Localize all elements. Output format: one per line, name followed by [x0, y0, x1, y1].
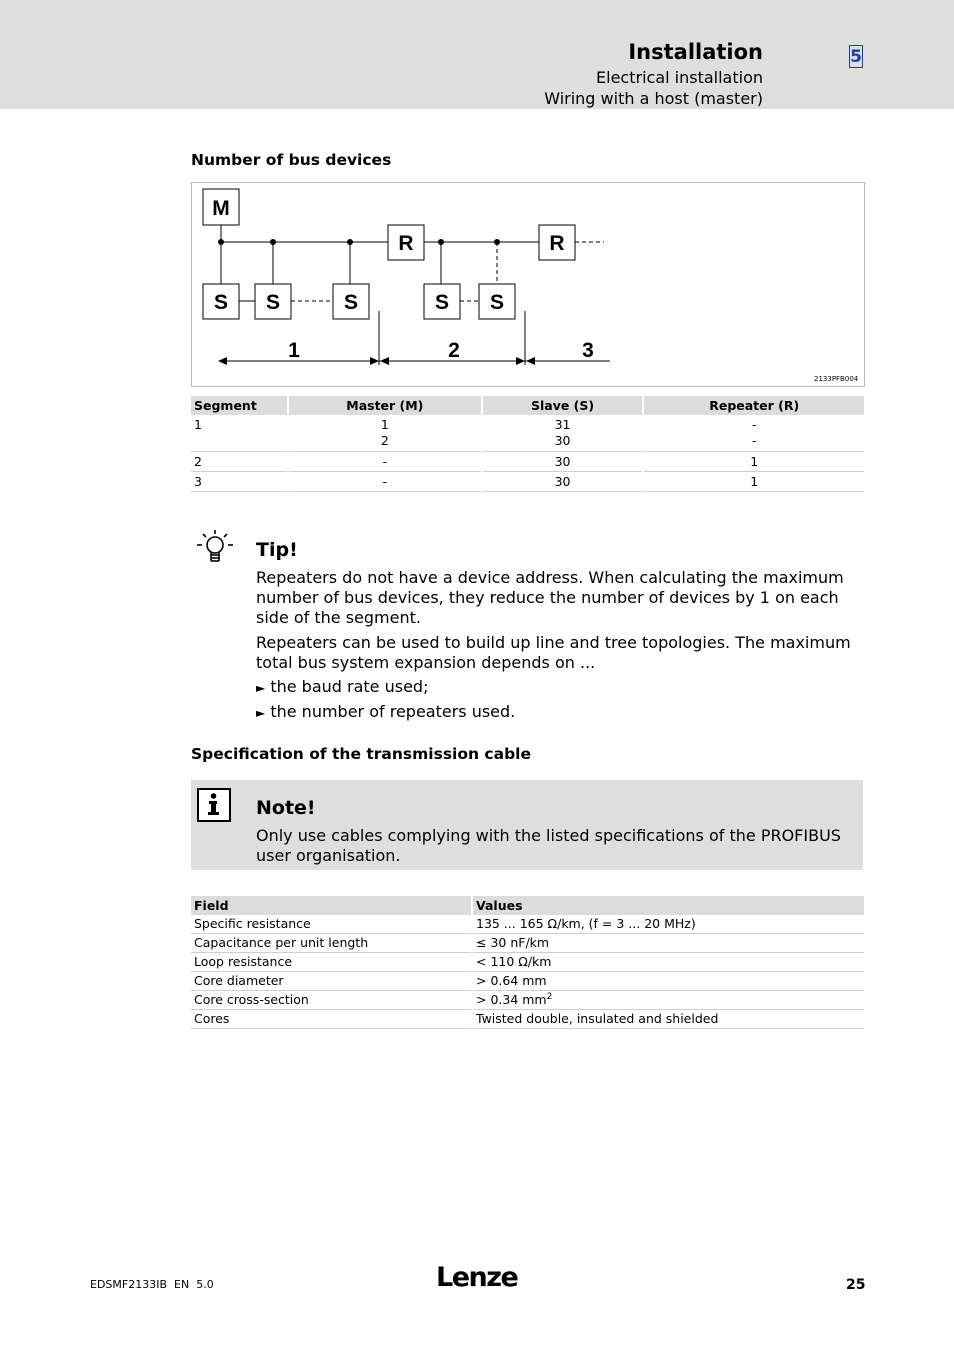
table-cell: Specific resistance — [191, 915, 472, 934]
repeater-label-2: R — [549, 232, 565, 255]
table-cell: Twisted double, insulated and shielded — [472, 1010, 864, 1029]
table-cell: 3 — [191, 472, 288, 492]
bus-topology-diagram — [191, 182, 865, 387]
table-cell: Core diameter — [191, 972, 472, 991]
table-row — [191, 1010, 864, 1029]
table-cell: 31 30 — [482, 415, 644, 452]
section-heading-bus-devices: Number of bus devices — [191, 151, 392, 169]
info-icon — [197, 788, 231, 822]
table-row — [191, 934, 864, 953]
table-row — [191, 452, 864, 472]
bullet-arrow-icon: ► — [256, 681, 266, 695]
table-cell: 135 ... 165 Ω/km, (f = 3 ... 20 MHz) — [472, 915, 864, 934]
table-row — [191, 915, 864, 934]
slave-label-1: S — [213, 291, 229, 314]
lenze-logo: Lenze — [436, 1262, 518, 1293]
col-header-slave: Slave (S) — [482, 396, 644, 415]
table-cell: Loop resistance — [191, 953, 472, 972]
slave-label-4: S — [434, 291, 450, 314]
table-cell: 1 — [643, 452, 864, 472]
table-cell: - — [288, 472, 482, 492]
tip-title: Tip! — [256, 539, 298, 561]
note-text: Only use cables complying with the listed specifications of the PROFIBUS user organisation. — [256, 826, 841, 865]
col-header-segment: Segment — [191, 396, 288, 415]
table-cell: 30 — [482, 452, 644, 472]
page-subtitle-1: Electrical installation — [596, 68, 763, 87]
table-cell: ≤ 30 nF/km — [472, 934, 864, 953]
table-header-row — [191, 396, 864, 415]
repeater-label-1: R — [398, 232, 414, 255]
table-cell: - — [288, 452, 482, 472]
table-row — [191, 991, 864, 1010]
master-label: M — [212, 197, 230, 220]
segment-label-1: 1 — [288, 339, 300, 362]
tip-paragraph-1: Repeaters do not have a device address. When calculating the maximum number of bus devices, they reduce the number of devices by 1 on each side of the segment. — [256, 568, 844, 627]
footer-doc-info: EDSMF2133IB EN 5.0 — [90, 1278, 214, 1291]
bus-devices-table — [191, 396, 864, 492]
table-row — [191, 472, 864, 492]
col-header-repeater: Repeater (R) — [643, 396, 864, 415]
note-title: Note! — [256, 797, 316, 819]
table-header-row — [191, 896, 864, 915]
col-header-master: Master (M) — [288, 396, 482, 415]
segment-label-3: 3 — [582, 339, 594, 362]
table-row — [191, 972, 864, 991]
header-band — [0, 0, 954, 109]
table-row — [191, 415, 864, 452]
table-cell: > 0.34 $mm^2$ — [472, 991, 864, 1010]
tip-bullet-2: ► the number of repeaters used. — [256, 702, 516, 721]
col-header-field: Field — [191, 896, 472, 915]
lightbulb-icon — [195, 528, 235, 568]
chapter-number[interactable]: 5 — [850, 47, 862, 67]
page-subtitle-2: Wiring with a host (master) — [544, 89, 763, 108]
slave-label-3: S — [343, 291, 359, 314]
table-cell: Cores — [191, 1010, 472, 1029]
slave-label-5: S — [489, 291, 505, 314]
table-cell: - - — [643, 415, 864, 452]
table-cell: Capacitance per unit length — [191, 934, 472, 953]
page-number: 25 — [846, 1277, 866, 1293]
table-row — [191, 953, 864, 972]
topology-svg — [192, 183, 866, 388]
table-cell: 1 2 — [288, 415, 482, 452]
note-box — [191, 780, 863, 870]
cable-spec-table — [191, 896, 864, 1029]
tip-paragraph-2: Repeaters can be used to build up line and tree topologies. The maximum total bus system expansion depends on ... — [256, 633, 851, 672]
section-heading-cable: Specification of the transmission cable — [191, 745, 532, 763]
figure-code: 2133PFB004 — [814, 375, 859, 383]
table-cell: Core cross-section — [191, 991, 472, 1010]
bullet-arrow-icon: ► — [256, 706, 266, 720]
table-cell: 1 — [643, 472, 864, 492]
tip-bullet-1: ► the baud rate used; — [256, 677, 429, 696]
slave-label-2: S — [265, 291, 281, 314]
table-cell: 2 — [191, 452, 288, 472]
table-cell: 30 — [482, 472, 644, 492]
table-cell: > 0.64 mm — [472, 972, 864, 991]
page-title: Installation — [628, 40, 763, 64]
table-cell: 1 — [191, 415, 288, 452]
col-header-values: Values — [472, 896, 864, 915]
segment-label-2: 2 — [448, 339, 460, 362]
table-cell: < 110 Ω/km — [472, 953, 864, 972]
